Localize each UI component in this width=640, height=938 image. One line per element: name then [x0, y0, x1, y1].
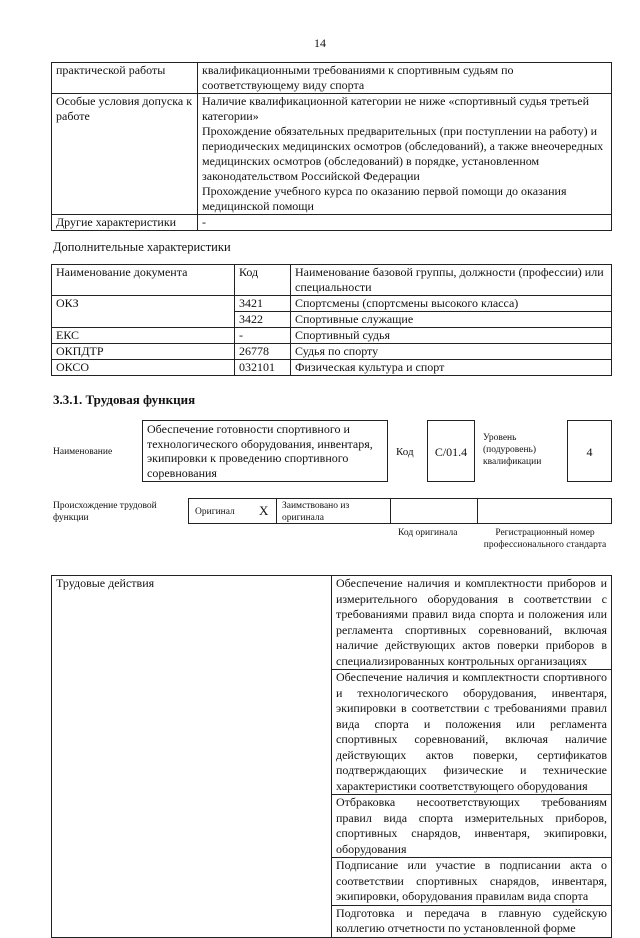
table-cell: ОКСО	[52, 360, 235, 376]
row-label: Другие характеристики	[52, 215, 198, 231]
origin-box	[188, 498, 612, 524]
work-actions-label: Трудовые действия	[52, 576, 332, 938]
table-cell: 26778	[235, 344, 291, 360]
code-original-caption: Код оригинала	[398, 528, 458, 538]
table-cell: 3422	[235, 312, 291, 328]
table-cell: Физическая культура и спорт	[291, 360, 612, 376]
additional-table	[51, 264, 612, 376]
table-row	[52, 576, 612, 670]
reg-number-caption: Регистрационный номер профессионального стандарта	[483, 528, 607, 550]
column-header: Наименование базовой группы, должности (профессии) или специальности	[291, 265, 612, 296]
work-action-item: Подписание или участие в подписании акта о соответствии спортивных снарядов, инвентаря, экипировки, оборудования правилам вида спорта	[332, 858, 612, 906]
work-action-item: Подготовка и передача в главную судейскую коллегию отчетности по установленной форме	[332, 905, 612, 937]
row-value	[198, 63, 612, 94]
code-label: Код	[396, 446, 414, 458]
table-row	[52, 215, 612, 231]
row-label: Особые условия допуска к работе	[52, 94, 198, 215]
table-row	[52, 344, 612, 360]
table-cell: Судья по спорту	[291, 344, 612, 360]
row-text: Прохождение обязательных предварительных (при поступлении на работу) и периодических медицинских осмотров (обследований), а также внеочередных медицинских осмотров (обследований) в порядке, установленном законодательством Российской Федерации	[202, 124, 604, 183]
row-text: Прохождение учебного курса по оказанию первой помощи до оказания медицинской помощи	[202, 184, 567, 213]
table-cell: ЕКС	[52, 328, 235, 344]
row-text: Наличие квалификационной категории не ниже «спортивный судья третьей категории»	[202, 94, 590, 123]
table-row	[52, 296, 612, 312]
section-title: 3.3.1. Трудовая функция	[53, 392, 196, 407]
original-mark: X	[259, 503, 269, 518]
column-header: Код	[235, 265, 291, 296]
row-text: квалификационными требованиями к спортивным судьям по соответствующему виду спорта	[202, 63, 514, 92]
table-cell: Спортивные служащие	[291, 312, 612, 328]
row-value	[198, 94, 612, 215]
divider	[276, 499, 277, 523]
column-header: Наименование документа	[52, 265, 235, 296]
divider	[477, 499, 478, 523]
function-table	[51, 62, 612, 231]
level-label: Уровень (подуровень) квалификации	[483, 433, 542, 467]
table-header-row	[52, 265, 612, 296]
borrowed-label: Заимствовано из оригинала	[282, 501, 350, 523]
name-value: Обеспечение готовности спортивного и технологического оборудования, инвентаря, экипировки к проведению спортивного соревнования	[142, 420, 388, 482]
work-action-item: Обеспечение наличия и комплектности приборов и измерительного оборудования в соответствии с требованиями правил вида спорта и положения или регламента спортивных соревнований, включая наличие действующих актов поверки приборов в специализированных контрольных организациях	[332, 576, 612, 670]
additional-title: Дополнительные характеристики	[53, 240, 231, 254]
table-cell: Спортивный судья	[291, 328, 612, 344]
original-label: Оригинал	[195, 507, 235, 517]
row-label: практической работы	[52, 63, 198, 94]
table-cell: ОКПДТР	[52, 344, 235, 360]
page-number: 14	[314, 36, 326, 50]
table-cell: ОКЗ	[52, 296, 235, 328]
table-row	[52, 94, 612, 215]
code-value: C/01.4	[427, 420, 475, 482]
table-cell: 3421	[235, 296, 291, 312]
row-value: -	[198, 215, 612, 231]
level-value: 4	[567, 420, 612, 482]
origin-label: Происхождение трудовой функции	[53, 501, 157, 523]
work-actions-table	[51, 575, 612, 938]
divider	[390, 499, 391, 523]
name-label: Наименование	[53, 447, 113, 457]
table-row	[52, 360, 612, 376]
table-row	[52, 328, 612, 344]
table-cell: 032101	[235, 360, 291, 376]
table-cell: Спортсмены (спортсмены высокого класса)	[291, 296, 612, 312]
work-action-item: Обеспечение наличия и комплектности спортивного и технологического оборудования, инвентаря, экипировки в соответствии с требованиями правил вида спорта и положения или регламента спортивных соревнований, включая наличие действующих актов поверки, сертификатов подтверждающих физические и технические характеристики соответствующего оборудования	[332, 670, 612, 795]
table-row	[52, 63, 612, 94]
table-cell: -	[235, 328, 291, 344]
work-action-item: Отбраковка несоответствующих требованиям правил вида спорта измерительных приборов, спортивных снарядов, инвентаря, экипировки, оборудования	[332, 795, 612, 858]
